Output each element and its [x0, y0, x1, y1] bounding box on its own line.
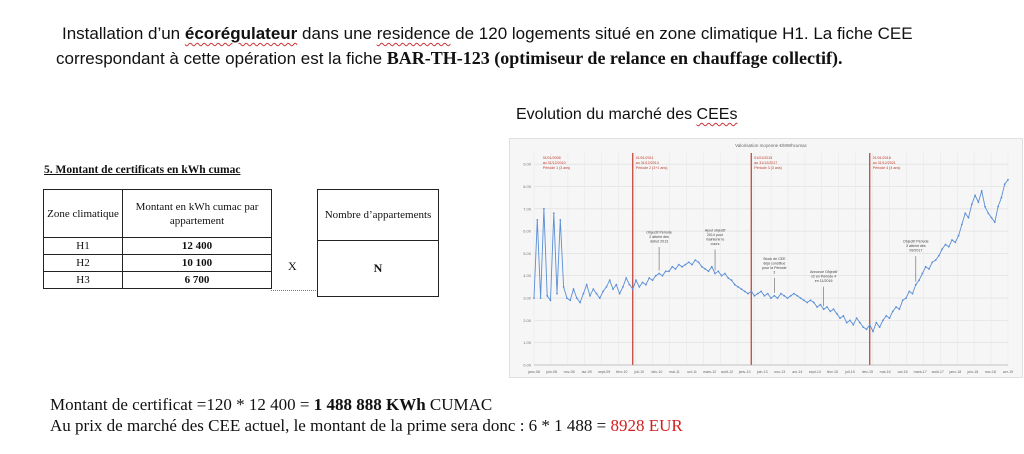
- data-point: [843, 315, 845, 317]
- data-point: [602, 291, 604, 293]
- x-tick-label: déc-10: [651, 370, 663, 374]
- data-point: [648, 277, 650, 279]
- data-point: [744, 291, 746, 293]
- annotation-label: cours: [710, 242, 720, 247]
- data-point: [806, 302, 808, 304]
- calc-line-2: Au prix de marché des CEE actuel, le montant de la prime sera donc : 6 * 1 488 = 8928 EUR: [50, 416, 683, 435]
- annotation-label: Objectif Période: [646, 230, 672, 235]
- data-point: [846, 322, 848, 324]
- period-label: 01/01/2011: [635, 156, 654, 160]
- data-point: [701, 266, 703, 268]
- y-tick-label: 0.00: [523, 362, 531, 368]
- annotation-label: Ajout objectif: [704, 228, 726, 233]
- table-row: [44, 238, 272, 255]
- x-tick-label: avr-19: [1002, 370, 1014, 374]
- x-tick-label: avr-09: [581, 370, 592, 374]
- annotation-label: en 11/2016: [814, 279, 833, 284]
- data-point: [931, 261, 933, 263]
- data-point: [770, 297, 772, 299]
- data-point: [780, 293, 782, 295]
- data-point: [760, 291, 762, 293]
- apartment-count-table: [317, 189, 439, 297]
- data-point: [576, 297, 578, 299]
- x-tick-label: août-12: [721, 370, 734, 374]
- data-point: [994, 221, 996, 223]
- y-tick-label: 8.00: [523, 183, 531, 189]
- data-point: [583, 293, 585, 295]
- x-tick-label: janv-08: [528, 370, 540, 374]
- data-point: [556, 293, 558, 295]
- data-point: [948, 246, 950, 248]
- apartment-count-value: N: [318, 241, 439, 297]
- data-point: [553, 212, 555, 214]
- x-tick-label: sept-14: [808, 370, 821, 374]
- data-point: [820, 304, 822, 306]
- calculation-text: [50, 394, 683, 436]
- amount-cell: 6 700: [123, 272, 272, 289]
- period-label: au 31/12/2021: [872, 161, 896, 165]
- zone-cell: H3: [44, 272, 123, 289]
- data-point: [875, 322, 877, 324]
- data-point: [675, 268, 677, 270]
- data-point: [652, 279, 654, 281]
- data-point: [816, 306, 818, 308]
- annotation-label: 09/2017: [909, 248, 923, 253]
- data-point: [747, 293, 749, 295]
- data-point: [971, 203, 973, 205]
- data-point: [658, 273, 660, 275]
- x-tick-label: nov-18: [984, 370, 996, 374]
- section-title: 5. Montant de certificats en kWh cumac: [44, 164, 241, 176]
- period-label: 01/01/2008: [542, 156, 561, 160]
- data-point: [849, 320, 851, 322]
- x-tick-label: févr-15: [826, 370, 839, 374]
- data-point: [833, 308, 835, 310]
- data-point: [566, 297, 568, 299]
- chart-title: Valorisation moyenne €/MWhcumac: [735, 143, 807, 148]
- product-name: écorégulateur: [184, 24, 298, 43]
- x-tick-label: juin-08: [546, 370, 557, 374]
- data-point: [978, 201, 980, 203]
- y-tick-label: 7.00: [523, 206, 531, 212]
- period-label: Période 3 (3 ans): [754, 166, 782, 170]
- header-amount: Montant en kWh cumac par appartement: [123, 190, 272, 238]
- data-point: [635, 279, 637, 281]
- data-point: [543, 208, 545, 210]
- data-point: [813, 302, 815, 304]
- data-point: [895, 306, 897, 308]
- data-point: [724, 273, 726, 275]
- data-point: [945, 244, 947, 246]
- data-point: [987, 212, 989, 214]
- x-tick-label: nov-08: [563, 370, 575, 374]
- data-point: [997, 206, 999, 208]
- data-point: [599, 297, 601, 299]
- data-point: [737, 286, 739, 288]
- data-point: [823, 308, 825, 310]
- data-point: [691, 264, 693, 266]
- data-point: [928, 268, 930, 270]
- data-point: [757, 293, 759, 295]
- annotation-label: début 2013: [650, 239, 669, 244]
- data-point: [958, 235, 960, 237]
- annotation-label: 3: [773, 270, 776, 275]
- chart-svg: [510, 139, 1022, 377]
- data-point: [918, 279, 920, 281]
- data-point: [698, 261, 700, 263]
- data-point: [991, 217, 993, 219]
- data-point: [615, 284, 617, 286]
- data-point: [754, 295, 756, 297]
- data-point: [734, 284, 736, 286]
- cee-amount-table: [43, 189, 272, 289]
- amount-cell: 12 400: [123, 238, 272, 255]
- x-tick-label: oct-16: [897, 370, 908, 374]
- data-point: [905, 297, 907, 299]
- annotation-label: 3 atteint dès: [906, 244, 926, 249]
- data-point: [546, 295, 548, 297]
- x-tick-label: janv-18: [949, 370, 962, 374]
- data-point: [717, 270, 719, 272]
- header-apartments: Nombre d’appartements: [318, 190, 439, 241]
- y-tick-label: 2.00: [523, 317, 531, 323]
- data-point: [935, 259, 937, 261]
- period-label: au 31/12/2010: [542, 161, 566, 165]
- annotation-label: maintenir le: [705, 237, 725, 242]
- premium-amount: 8928 EUR: [610, 416, 683, 435]
- y-tick-label: 6.00: [523, 228, 531, 234]
- data-point: [826, 306, 828, 308]
- data-point: [573, 288, 575, 290]
- data-point: [882, 320, 884, 322]
- data-point: [922, 273, 924, 275]
- data-point: [885, 315, 887, 317]
- data-point: [912, 293, 914, 295]
- intro-text: [56, 22, 1002, 71]
- data-point: [665, 270, 667, 272]
- fiche-reference: BAR-TH-123 (optimiseur de relance en chauffage collectif).: [386, 48, 843, 68]
- x-tick-label: août-17: [931, 370, 944, 374]
- amount-cell: 10 100: [123, 255, 272, 272]
- intro-line-2: correspondant à cette opération est la fiche BAR-TH-123 (optimiseur de relance en chauffage collectif).: [56, 48, 843, 68]
- calc-line-1: Montant de certificat =120 * 12 400 = 1 488 888 KWh CUMAC: [50, 395, 493, 414]
- zone-cell: H1: [44, 238, 123, 255]
- period-label: au 31/12/2014: [635, 161, 659, 165]
- data-point: [708, 270, 710, 272]
- data-point: [563, 286, 565, 288]
- data-point: [609, 279, 611, 281]
- data-point: [859, 322, 861, 324]
- data-point: [790, 295, 792, 297]
- data-point: [688, 261, 690, 263]
- data-point: [622, 286, 624, 288]
- annotation-label: Objectif Période: [903, 239, 929, 244]
- period-label: 01/01/2018: [872, 156, 891, 160]
- data-point: [829, 311, 831, 313]
- table-row: [44, 255, 272, 272]
- data-point: [714, 273, 716, 275]
- data-point: [638, 286, 640, 288]
- period-label: Période 4 (4 ans): [872, 166, 901, 170]
- total-kwh: 1 488 888 KWh: [313, 395, 426, 414]
- data-point: [536, 219, 538, 221]
- data-point: [612, 288, 614, 290]
- x-tick-label: nov-13: [774, 370, 786, 374]
- data-point: [964, 212, 966, 214]
- data-point: [559, 219, 561, 221]
- data-point: [625, 277, 627, 279]
- data-point: [662, 275, 664, 277]
- data-point: [629, 284, 631, 286]
- data-point: [668, 270, 670, 272]
- data-point: [1004, 183, 1006, 185]
- data-point: [915, 284, 917, 286]
- data-point: [839, 317, 841, 319]
- data-point: [764, 295, 766, 297]
- data-point: [783, 295, 785, 297]
- multiply-sign: X: [288, 259, 297, 273]
- data-point: [704, 268, 706, 270]
- x-tick-label: mars-17: [913, 370, 927, 374]
- data-point: [908, 291, 910, 293]
- data-point: [793, 293, 795, 295]
- period-label: au 31/12/2017: [754, 161, 778, 165]
- data-point: [777, 297, 779, 299]
- data-point: [596, 293, 598, 295]
- x-tick-label: juin-18: [967, 370, 979, 374]
- data-point: [1007, 179, 1009, 181]
- data-point: [632, 288, 634, 290]
- data-point: [767, 293, 769, 295]
- annotation-label: pour la Période: [762, 265, 787, 270]
- x-tick-label: déc-15: [862, 370, 874, 374]
- chart-heading: Evolution du marché des CEEs: [516, 106, 738, 123]
- data-point: [796, 295, 798, 297]
- data-point: [721, 275, 723, 277]
- data-point: [984, 206, 986, 208]
- x-tick-label: juin-13: [756, 370, 768, 374]
- data-point: [731, 279, 733, 281]
- data-point: [773, 295, 775, 297]
- zone-cell: H2: [44, 255, 123, 272]
- data-point: [678, 264, 680, 266]
- data-point: [974, 195, 976, 197]
- data-point: [727, 277, 729, 279]
- data-point: [981, 190, 983, 192]
- data-point: [889, 317, 891, 319]
- data-point: [800, 297, 802, 299]
- data-point: [592, 288, 594, 290]
- period-label: Période 1 (3 ans): [542, 166, 571, 170]
- annotation-label: Stock de CEE: [763, 256, 786, 261]
- data-point: [866, 328, 868, 330]
- data-point: [810, 299, 812, 301]
- data-point: [619, 293, 621, 295]
- cee-market-chart: [509, 138, 1023, 378]
- data-point: [941, 248, 943, 250]
- data-point: [741, 288, 743, 290]
- data-point: [655, 275, 657, 277]
- data-point: [1001, 197, 1003, 199]
- data-point: [681, 266, 683, 268]
- data-point: [711, 266, 713, 268]
- data-point: [694, 259, 696, 261]
- x-tick-label: mai-11: [669, 370, 680, 374]
- x-tick-label: mai-16: [879, 370, 891, 374]
- data-point: [968, 217, 970, 219]
- data-point: [879, 326, 881, 328]
- data-point: [787, 297, 789, 299]
- period-label: Période 2 (3+1 ans): [635, 166, 668, 170]
- data-point: [961, 224, 963, 226]
- x-tick-label: janv-13: [738, 370, 751, 374]
- data-point: [645, 284, 647, 286]
- data-point: [856, 317, 858, 319]
- data-point: [892, 311, 894, 313]
- intro-line-1: Installation d’un écorégulateur dans une residence de 120 logements situé en zone climatique H1. La fiche CEE: [62, 24, 913, 43]
- data-point: [899, 308, 901, 310]
- data-point: [872, 331, 874, 333]
- annotation-label: Annonce Objectif: [809, 270, 838, 275]
- data-point: [533, 297, 535, 299]
- x-tick-label: mars-12: [702, 370, 717, 374]
- data-point: [586, 284, 588, 286]
- data-point: [671, 266, 673, 268]
- annotation-label: déjà constitué: [763, 261, 786, 266]
- data-point: [938, 255, 940, 257]
- table-row: [44, 272, 272, 289]
- x-tick-label: oct-11: [687, 370, 697, 374]
- data-point: [642, 282, 644, 284]
- x-tick-label: avr-14: [792, 370, 803, 374]
- data-point: [589, 295, 591, 297]
- x-tick-label: juil-15: [845, 370, 855, 374]
- data-point: [852, 324, 854, 326]
- y-tick-label: 9.00: [523, 161, 531, 167]
- data-point: [862, 326, 864, 328]
- data-point: [685, 264, 687, 266]
- x-tick-label: juil-10: [634, 370, 645, 374]
- period-label: 01/01/2015: [754, 156, 773, 160]
- y-tick-label: 4.00: [523, 273, 531, 279]
- data-point: [606, 286, 608, 288]
- annotation-label: 2 atteint dès: [649, 235, 669, 240]
- data-point: [550, 299, 552, 301]
- data-point: [569, 299, 571, 301]
- data-point: [951, 239, 953, 241]
- data-point: [869, 324, 871, 326]
- data-point: [902, 299, 904, 301]
- data-point: [925, 266, 927, 268]
- data-point: [836, 313, 838, 315]
- x-tick-label: sept-09: [598, 370, 611, 374]
- data-point: [750, 291, 752, 293]
- x-tick-label: févr-10: [616, 370, 628, 374]
- connector-line: [271, 290, 318, 291]
- y-tick-label: 5.00: [523, 250, 531, 256]
- data-point: [579, 302, 581, 304]
- annotation-label: x2 en Période 4: [811, 274, 837, 279]
- annotation-label: 2014 pour: [706, 233, 724, 238]
- data-point: [954, 241, 956, 243]
- data-point: [803, 299, 805, 301]
- y-tick-label: 1.00: [523, 340, 531, 346]
- y-tick-label: 3.00: [523, 295, 531, 301]
- header-zone: Zone climatique: [44, 190, 123, 238]
- data-point: [540, 297, 542, 299]
